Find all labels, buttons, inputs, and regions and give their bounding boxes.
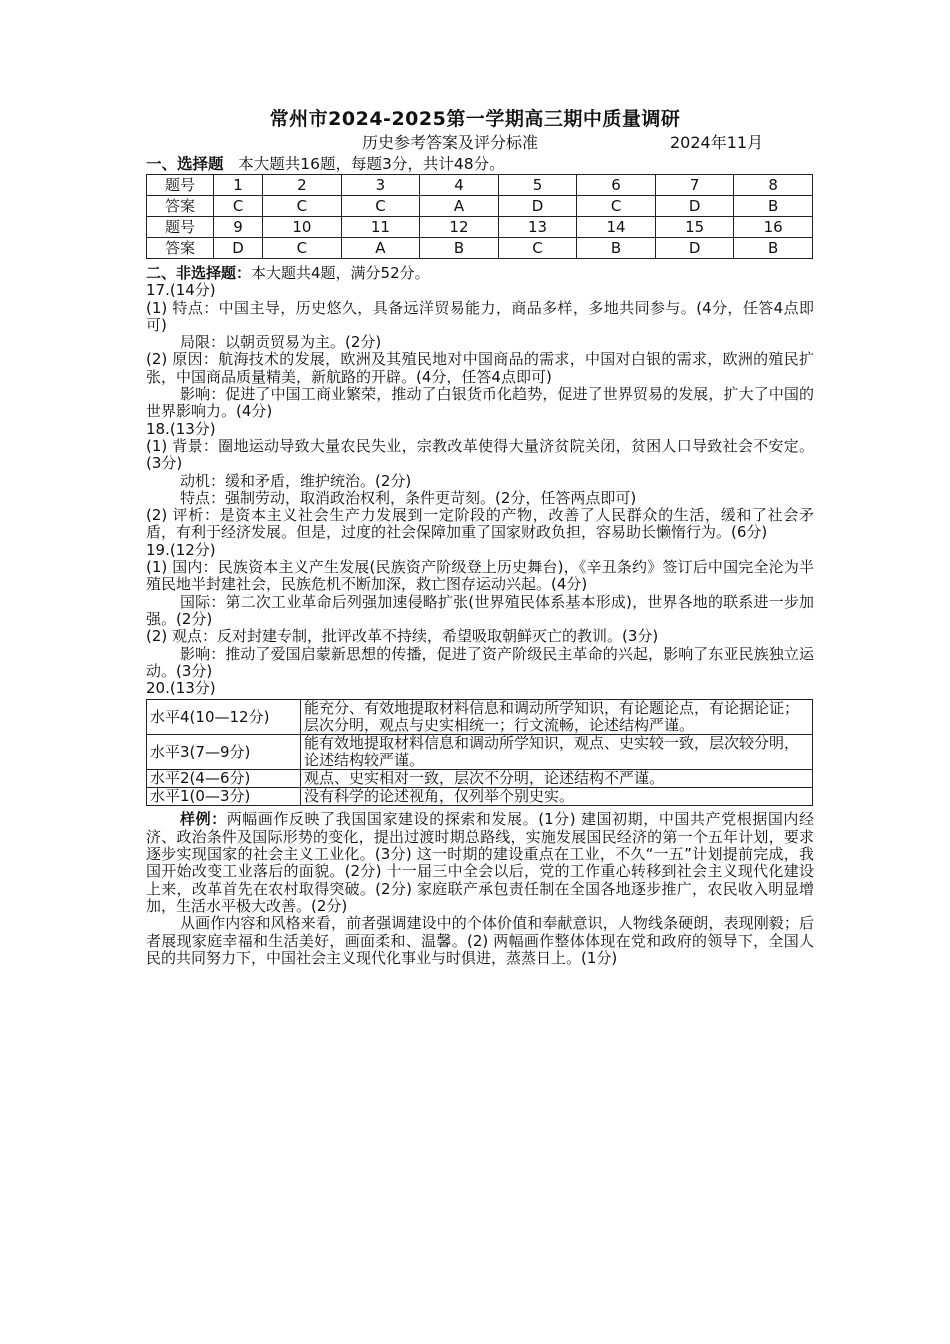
answer-table-row [147,175,813,196]
q18-part1-features: 特点：强制劳动，取消政治权利，条件更苛刻。(2分，任答两点即可) [180,488,637,507]
answer-table-cell: D [214,238,263,259]
q17-part1-features: (1) 特点：中国主导，历史悠久，具备远洋贸易能力，商品多样，多地共同参与。(4分，任答4点即可) [146,298,814,334]
level-label: 水平1(0—3分) [147,788,301,806]
answer-table-cell: D [498,196,577,217]
answer-table-cell: C [263,196,342,217]
answer-table-cell: D [655,238,734,259]
answer-table-cell: 9 [214,217,263,238]
level-description: 能充分、有效地提取材料信息和调动所学知识，有论题论点，有论据论证；层次分明，观点与史实相统一；行文流畅，论述结构严谨。 [301,700,813,735]
answer-table-cell: 12 [420,217,499,238]
q18-part2-evaluation: (2) 评析：是资本主义社会生产力发展到一定阶段的产物，改善了人民群众的生活，缓和了社会矛盾，有利于经济发展。但是，过度的社会保障加重了国家财政负担，容易助长懒惰行为。(6分) [146,506,814,542]
choice-answer-table [146,174,813,259]
answer-table-row-header: 答案 [147,196,214,217]
level-description: 能有效地提取材料信息和调动所学知识，观点、史实较一致，层次较分明，论述结构较严谨。 [301,735,813,770]
answer-table-row [147,217,813,238]
answer-table-cell: B [577,238,656,259]
answer-table-cell: C [263,238,342,259]
answer-table-cell: C [214,196,263,217]
answer-table-row-header: 答案 [147,238,214,259]
q18-heading: 18.(13分) [146,419,216,438]
answer-table-cell: 8 [734,175,813,196]
q20-heading: 20.(13分) [146,679,216,698]
q17-heading: 17.(14分) [146,281,216,300]
q17-part1-limits: 局限：以朝贡贸易为主。(2分) [180,333,382,352]
document-subtitle: 历史参考答案及评分标准 [362,133,539,152]
q20-sample-label: 样例： [180,810,227,829]
answer-table-row-header: 题号 [147,217,214,238]
q19-part2-viewpoint: (2) 观点：反对封建专制，批评改革不持续，希望吸取朝鲜灭亡的教训。(3分) [146,627,659,646]
level-table-row [147,700,813,735]
answer-table-cell: A [420,196,499,217]
section2-desc: 本大题共4题，满分52分。 [251,264,430,282]
q20-level-table [146,699,813,806]
answer-table-row [147,196,813,217]
answer-table-cell: C [341,196,420,217]
q17-part2-impact: 影响：促进了中国工商业繁荣，推动了白银货币化趋势，促进了世界贸易的发展，扩大了中国的世界影响力。(4分) [146,385,814,421]
q19-part2-impact: 影响：推动了爱国启蒙新思想的传播，促进了资产阶级民主革命的兴起，影响了东亚民族独立运动。(3分) [146,644,814,680]
q20-sample-text-1: 两幅画作反映了我国国家建设的探索和发展。(1分) 建国初期，中国共产党根据国内经济、政治条件及国际形势的变化，提出过渡时期总路线，实施发展国民经济的第一个五年计划，要求逐步实现国家的社会主义工业化。(3分) 这一时期的建设重点在工业，不久“一五”计划提前完成，我国开始改变工业落后的面貌。(2分) 十一届三中全会以后，党的工作重心转移到社会主义现代化建设上来，改革首先在农村取得突破。(2分) 家庭联产承包责任制在全国各地逐步推广，农民收入明显增加，生活水平极大改善。(2分) [146,810,814,915]
level-table-row [147,788,813,806]
answer-table-cell: 7 [655,175,734,196]
level-label: 水平2(4—6分) [147,770,301,788]
answer-table-cell: 2 [263,175,342,196]
level-description: 观点、史实相对一致，层次不分明，论述结构不严谨。 [301,770,813,788]
level-table-row [147,735,813,770]
q19-heading: 19.(12分) [146,540,216,559]
answer-table-cell: B [734,196,813,217]
level-table-row [147,770,813,788]
section1-desc: 本大题共16题，每题3分，共计48分。 [238,155,505,173]
answer-table-cell: A [341,238,420,259]
answer-table-cell: 3 [341,175,420,196]
answer-table-cell: 11 [341,217,420,238]
document-title: 常州市2024-2025第一学期高三期中质量调研 [269,108,681,130]
q18-part1-background: (1) 背景：圈地运动导致大量农民失业，宗教改革使得大量济贫院关闭，贫困人口导致社会不安定。(3分) [146,436,814,473]
section1-heading: 一、选择题 [146,155,224,173]
level-description: 没有科学的论述视角，仅列举个别史实。 [301,788,813,806]
q19-part1-domestic: (1) 国内：民族资本主义产生发展(民族资产阶级登上历史舞台)，《辛丑条约》签订后中国完全沦为半殖民地半封建社会，民族危机不断加深，救亡图存运动兴起。(4分) [146,558,814,594]
answer-table-cell: 1 [214,175,263,196]
answer-table-cell: B [734,238,813,259]
answer-table-cell: 10 [263,217,342,238]
answer-table-cell: 15 [655,217,734,238]
section1-header [146,152,505,174]
section2-heading: 二、非选择题： [146,264,252,282]
document-date: 2024年11月 [670,133,764,152]
answer-table-cell: 6 [577,175,656,196]
q20-sample-paragraph-2: 从画作内容和风格来看，前者强调建设中的个体价值和奉献意识，人物线条硬朗，表现刚毅；后者展现家庭幸福和生活美好，画面柔和、温馨。(2) 两幅画作整体体现在党和政府的领导下，全国人民的共同努力下，中国社会主义现代化事业与时俱进，蒸蒸日上。(1分) [146,914,814,967]
non-choice-answers [146,265,814,967]
answer-table-cell: D [655,196,734,217]
answer-table-cell: 5 [498,175,577,196]
q19-part1-international: 国际：第二次工业革命后列强加速侵略扩张(世界殖民体系基本形成)，世界各地的联系进一步加强。(2分) [146,592,814,628]
section2-header [146,265,814,282]
answer-table-cell: 16 [734,217,813,238]
answer-table-cell: 14 [577,217,656,238]
answer-table-cell: 13 [498,217,577,238]
answer-table-row [147,238,813,259]
answer-table-cell: C [577,196,656,217]
q17-part2-causes: (2) 原因：航海技术的发展，欧洲及其殖民地对中国商品的需求，中国对白银的需求，欧洲的殖民扩张，中国商品质量精美，新航路的开辟。(4分，任答4点即可) [146,350,814,386]
answer-table-cell: C [498,238,577,259]
level-label: 水平3(7—9分) [147,735,301,770]
answer-table-cell: 4 [420,175,499,196]
answer-table-cell: B [420,238,499,259]
q20-sample-paragraph-1 [146,811,814,915]
level-label: 水平4(10—12分) [147,700,301,735]
answer-table-row-header: 题号 [147,175,214,196]
q18-part1-motive: 动机：缓和矛盾，维护统治。(2分) [180,471,412,490]
